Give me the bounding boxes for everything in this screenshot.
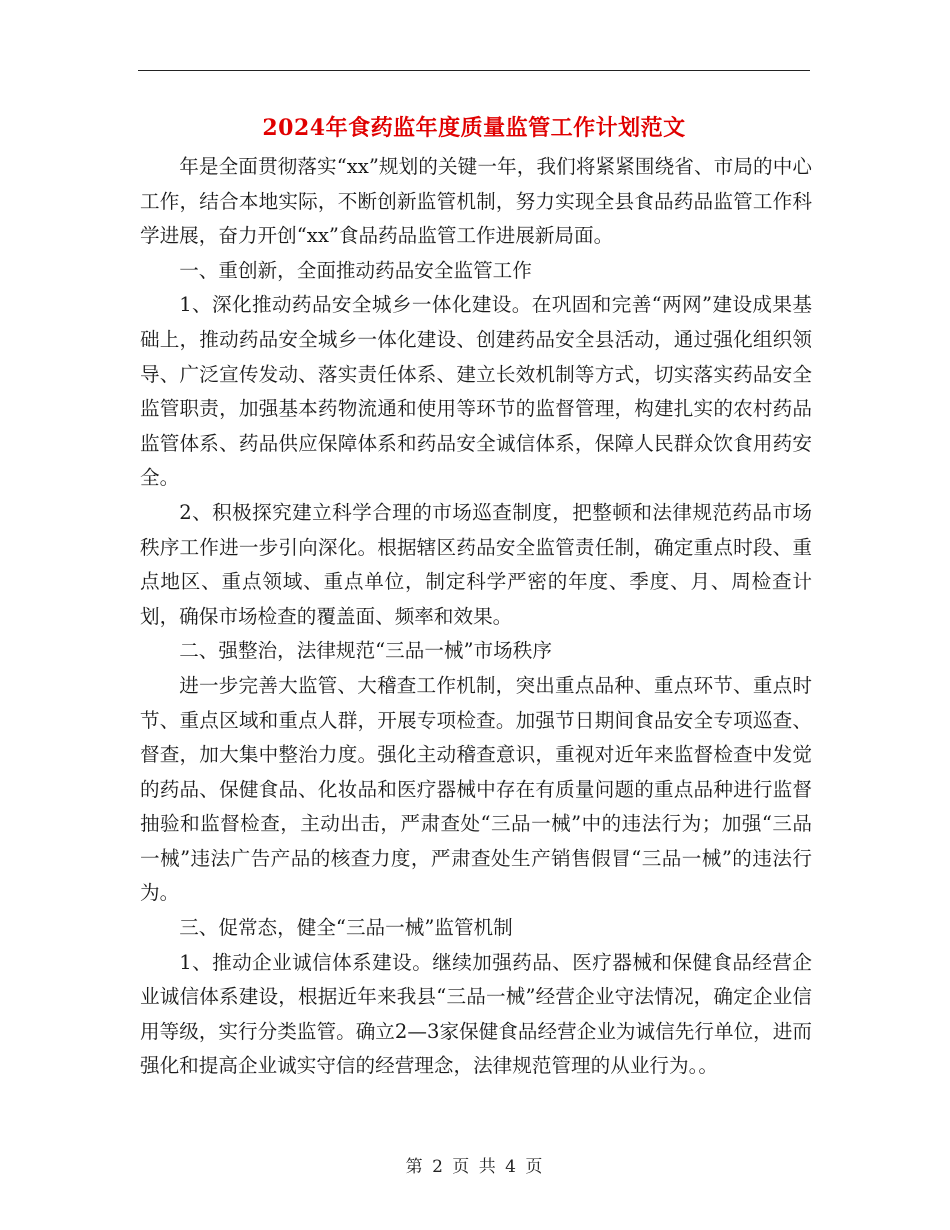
section-heading-1: 一、重创新，全面推动药品安全监管工作 <box>179 258 532 282</box>
section-heading-3: 三、促常态，健全“三品一械”监管机制 <box>179 916 513 940</box>
paragraph-intro: 年是全面贯彻落实“xx”规划的关键一年，我们将紧紧围绕省、市局的中心工作，结合本地实际，不断创新监管机制，努力实现全县食品药品监管工作科学进展，奋力开创“xx”食品药品监管工作进展新局面。 <box>140 155 812 248</box>
section-heading-2: 二、强整治，法律规范“三品一械”市场秩序 <box>179 639 552 663</box>
paragraph-3-1: 1、推动企业诚信体系建设。继续加强药品、医疗器械和保健食品经营企业诚信体系建设，根据近年来我县“三品一械”经营企业守法情况，确定企业信用等级，实行分类监管。确立2—3家保健食品经营企业为诚信先行单位，进而强化和提高企业诚实守信的经营理念，法律规范管理的从业行为。。 <box>140 950 812 1078</box>
page-number-footer: 第 2 页 共 4 页 <box>405 1157 545 1177</box>
header-rule <box>138 70 810 71</box>
document-body <box>140 150 812 1084</box>
paragraph-1-1: 1、深化推动药品安全城乡一体化建设。在巩固和完善“两网”建设成果基础上，推动药品安全城乡一体化建设、创建药品安全县活动，通过强化组织领导、广泛宣传发动、落实责任体系、建立长效机制等方式，切实落实药品安全监管职责，加强基本药物流通和使用等环节的监督管理，构建扎实的农村药品监管体系、药品供应保障体系和药品安全诚信体系，保障人民群众饮食用药安全。 <box>140 293 812 490</box>
document-title: 2024年食药监年度质量监管工作计划范文 <box>262 115 686 141</box>
paragraph-1-2: 2、积极探究建立科学合理的市场巡查制度，把整顿和法律规范药品市场秩序工作进一步引向深化。根据辖区药品安全监管责任制，确定重点时段、重点地区、重点领域、重点单位，制定科学严密的年度、季度、月、周检查计划，确保市场检查的覆盖面、频率和效果。 <box>140 500 812 628</box>
paragraph-2: 进一步完善大监管、大稽查工作机制，突出重点品种、重点环节、重点时节、重点区域和重点人群，开展专项检查。加强节日期间食品安全专项巡查、督查，加大集中整治力度。强化主动稽查意识，重视对近年来监督检查中发觉的药品、保健食品、化妆品和医疗器械中存在有质量问题的重点品种进行监督抽验和监督检查，主动出击，严肃查处“三品一械”中的违法行为；加强“三品一械”违法广告产品的核查力度，严肃查处生产销售假冒“三品一械”的违法行为。 <box>140 673 812 905</box>
